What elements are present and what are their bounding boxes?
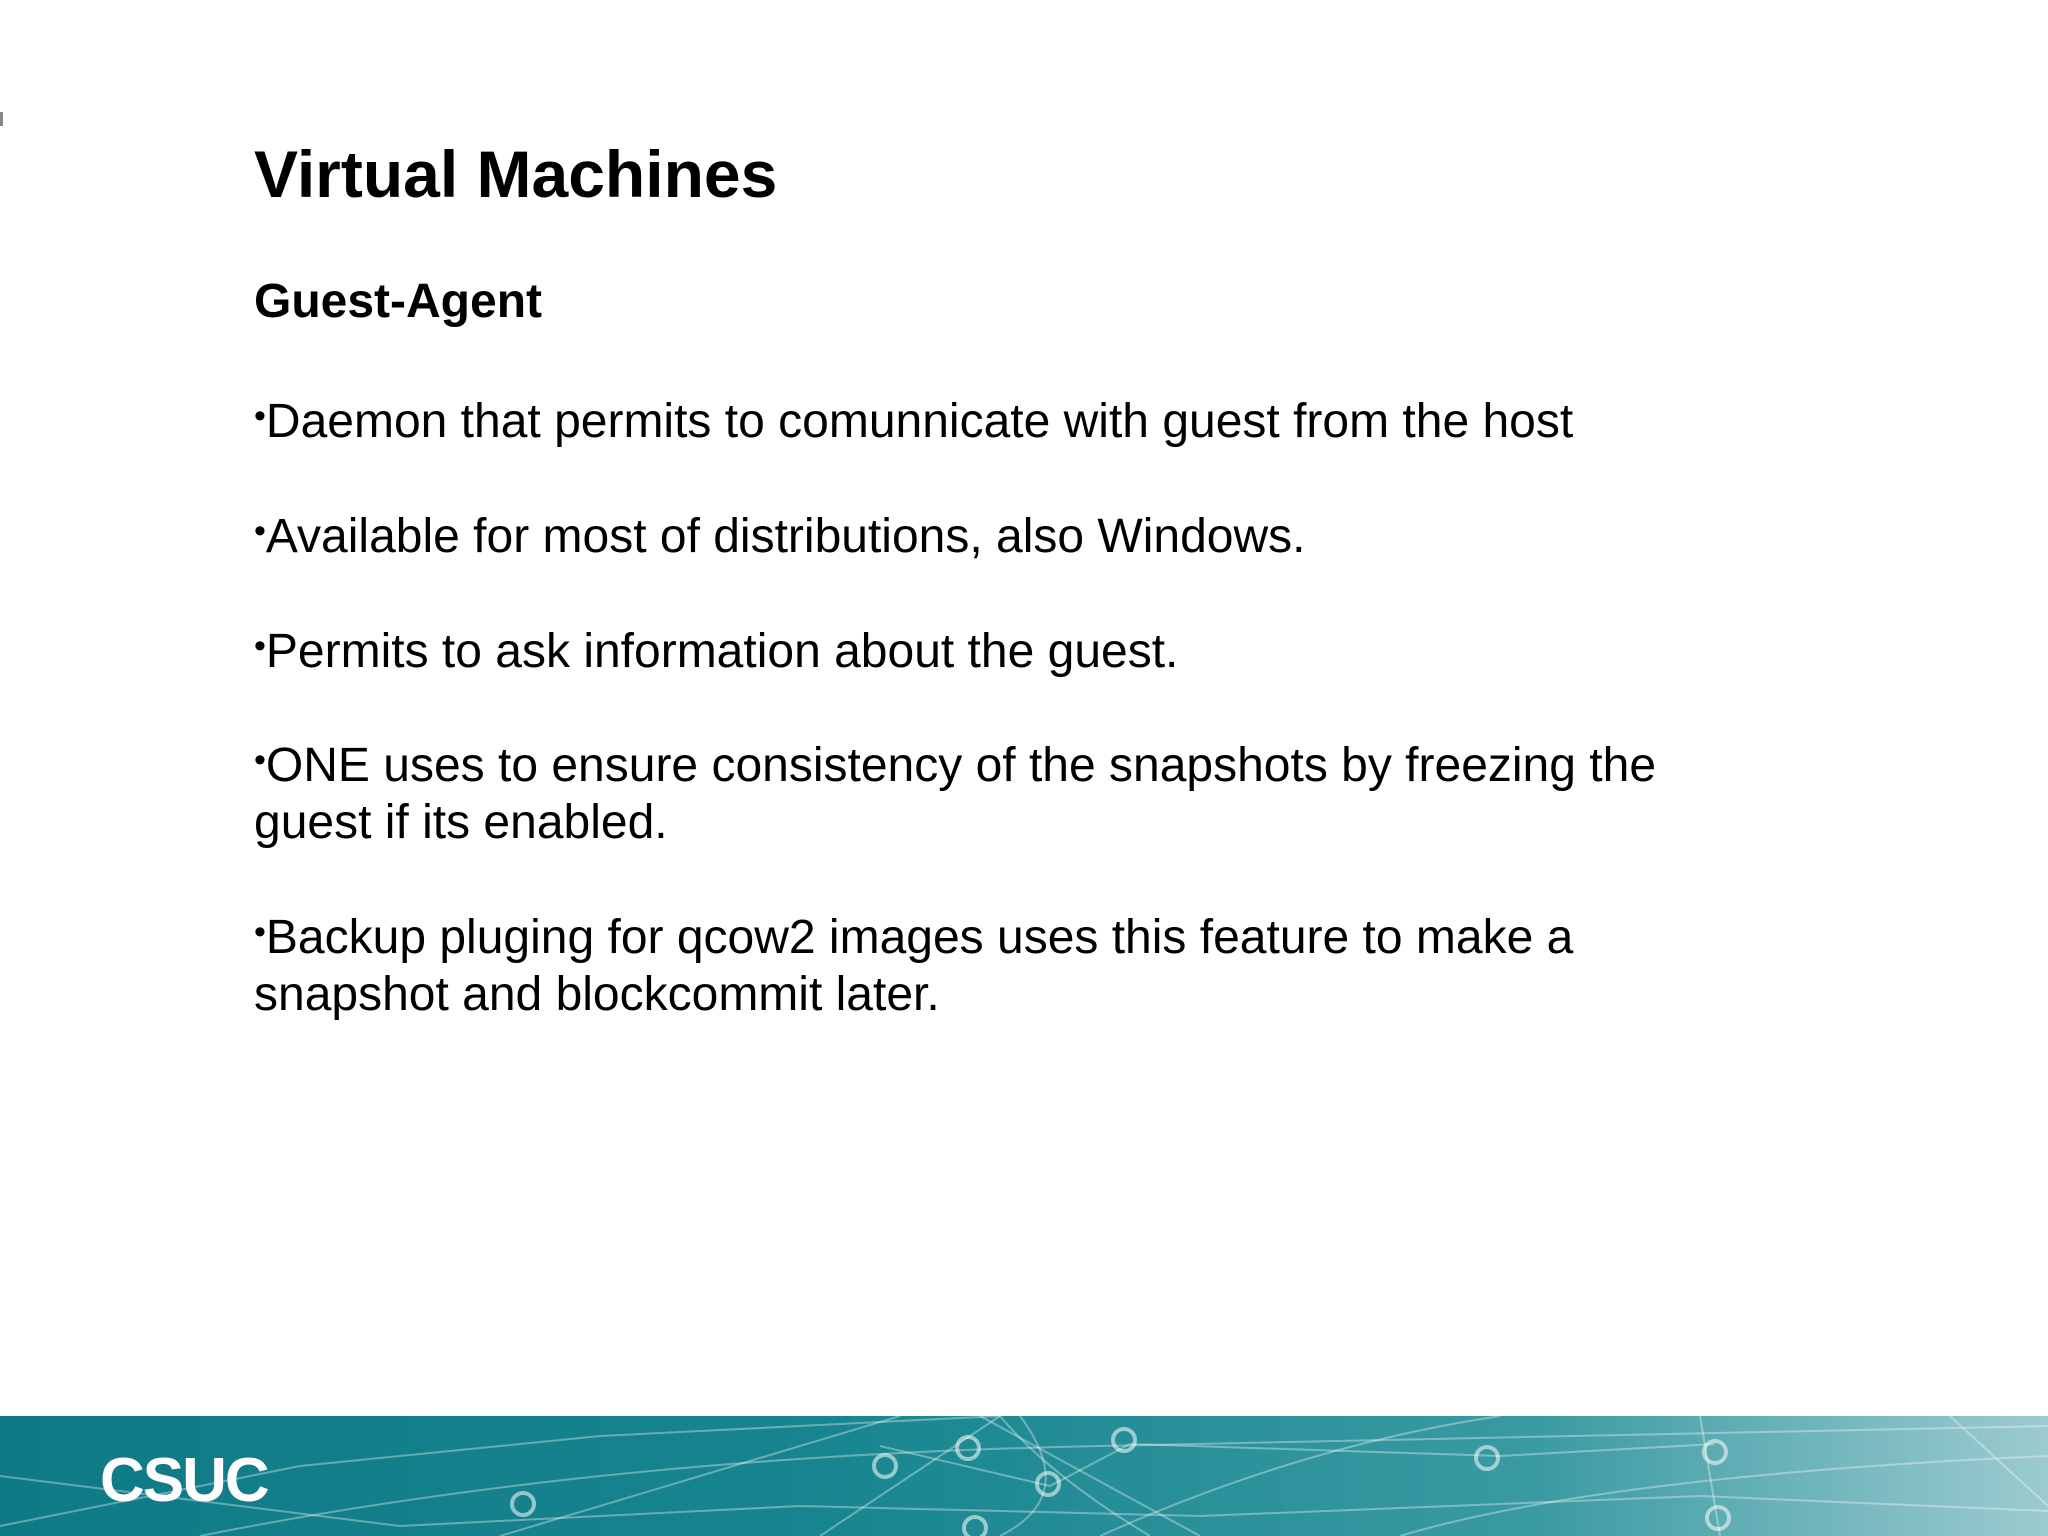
bullet-text: Backup pluging for qcow2 images uses this feature to make a snapshot and blockcommit later. [254,911,1574,1021]
bullet-text: Permits to ask information about the guest. [265,625,1179,678]
edge-mark [0,112,3,126]
bullet-text: Daemon that permits to comunnicate with guest from the host [265,395,1574,448]
bullet-dot: • [254,627,266,665]
bullet-item [254,503,1694,565]
bullet-item [254,388,1694,450]
slide-subtitle: Guest-Agent [254,275,542,328]
bullet-dot: • [254,741,266,779]
network-pattern-icon [0,1416,2048,1536]
footer-band [0,1416,2048,1536]
bullet-text: ONE uses to ensure consistency of the snapshots by freezing the guest if its enabled. [254,739,1657,849]
bullet-dot: • [254,512,266,550]
bullet-text: Available for most of distributions, also Windows. [265,510,1306,563]
bullet-dot: • [254,397,266,435]
bullet-item [254,618,1694,680]
csuc-logo: CSUC [100,1446,268,1515]
bullet-dot: • [254,913,266,951]
bullet-item [254,904,1694,1023]
slide-title: Virtual Machines [254,137,778,211]
bullet-item [254,732,1694,851]
